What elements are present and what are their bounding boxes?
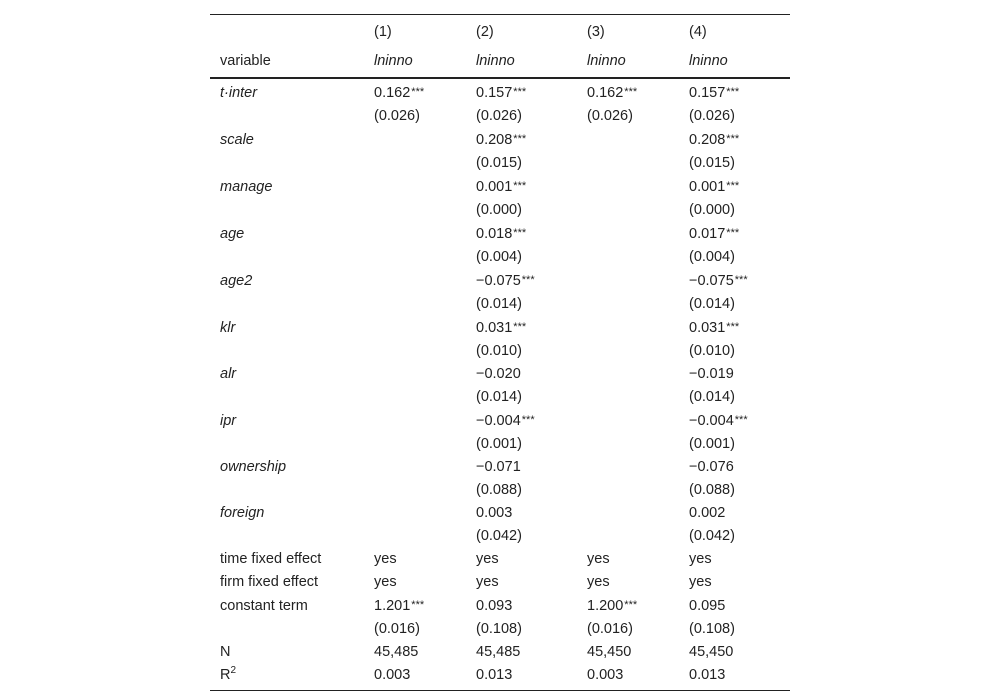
- coefficient-cell: [577, 502, 679, 525]
- table-row: [210, 340, 790, 363]
- standard-error-cell: [364, 525, 466, 548]
- standard-error-cell: (0.000): [476, 202, 522, 218]
- coefficient-cell: [577, 409, 679, 433]
- table-row: [210, 293, 790, 316]
- standard-error-cell: [364, 152, 466, 175]
- empty-label-cell: [210, 479, 364, 502]
- standard-error-cell: (0.004): [689, 249, 735, 265]
- variable-label: ownership: [220, 459, 287, 475]
- coefficient-cell: [466, 594, 577, 618]
- empty-label-cell: [210, 293, 364, 316]
- coefficient-cell: [466, 128, 577, 152]
- variable-label: scale: [220, 131, 254, 148]
- standard-error-cell: (0.001): [476, 436, 522, 452]
- significance-stars: ***: [734, 274, 748, 286]
- standard-error-cell: (0.026): [689, 108, 735, 124]
- coefficient-value: 0.018: [476, 226, 513, 242]
- standard-error-cell: (0.088): [476, 482, 522, 498]
- coefficient-cell: [364, 363, 466, 386]
- dependent-variable-row: [210, 46, 790, 78]
- table-row: [210, 246, 790, 269]
- standard-error-cell: [364, 386, 466, 409]
- coefficient-cell: [577, 363, 679, 386]
- coefficient-value: −0.004: [476, 413, 521, 429]
- dependent-variable: lninno: [679, 46, 790, 78]
- constant-label: constant term: [220, 597, 308, 614]
- table-row: [210, 409, 790, 433]
- observations-label: N: [220, 644, 231, 660]
- coefficient-value: 0.003: [476, 505, 513, 521]
- coefficient-value: −0.071: [476, 459, 521, 475]
- empty-label-cell: [210, 105, 364, 128]
- observations-value: 45,450: [587, 644, 632, 660]
- r-squared-label-base: R: [220, 667, 231, 683]
- r-squared-superscript: 2: [230, 665, 237, 676]
- variable-header: variable: [210, 46, 364, 78]
- r-squared-value: 0.013: [466, 664, 577, 691]
- coefficient-value: 1.200: [587, 598, 624, 614]
- significance-stars: ***: [513, 86, 527, 98]
- empty-label-cell: [210, 618, 364, 641]
- coefficient-cell: [679, 128, 790, 152]
- dependent-variable: lninno: [466, 46, 577, 78]
- significance-stars: ***: [726, 321, 740, 333]
- coefficient-cell: [679, 502, 790, 525]
- table-row: [210, 386, 790, 409]
- header-empty-cell: [210, 15, 364, 47]
- table-row: [210, 152, 790, 175]
- standard-error-cell: [577, 479, 679, 502]
- empty-label-cell: [210, 199, 364, 222]
- fixed-effect-row: [210, 571, 790, 594]
- standard-error-cell: (0.016): [587, 621, 633, 637]
- regression-table-container: [210, 14, 790, 691]
- standard-error-cell: (0.010): [689, 343, 735, 359]
- table-header: [210, 15, 790, 79]
- table-row: [210, 456, 790, 479]
- coefficient-cell: [364, 78, 466, 105]
- table-row: [210, 78, 790, 105]
- table-body: [210, 78, 790, 691]
- coefficient-value: −0.004: [689, 413, 734, 429]
- table-row: [210, 128, 790, 152]
- coefficient-cell: [679, 222, 790, 246]
- significance-stars: ***: [521, 274, 535, 286]
- coefficient-cell: [679, 594, 790, 618]
- coefficient-value: 0.031: [476, 320, 513, 336]
- table-row: [210, 316, 790, 340]
- standard-error-cell: (0.000): [689, 202, 735, 218]
- variable-label: age2: [220, 272, 253, 289]
- fixed-effect-value: yes: [374, 551, 397, 567]
- coefficient-value: −0.075: [689, 273, 734, 289]
- coefficient-cell: [364, 269, 466, 293]
- table-row: [210, 502, 790, 525]
- coefficient-value: 0.157: [689, 85, 726, 101]
- table-row: [210, 175, 790, 199]
- standard-error-cell: (0.108): [689, 621, 735, 637]
- standard-error-cell: [577, 340, 679, 363]
- standard-error-cell: (0.015): [689, 155, 735, 171]
- coefficient-cell: [364, 175, 466, 199]
- table-row: [210, 433, 790, 456]
- coefficient-cell: [466, 222, 577, 246]
- coefficient-cell: [577, 594, 679, 618]
- coefficient-cell: [466, 363, 577, 386]
- variable-label: alr: [220, 366, 237, 382]
- empty-label-cell: [210, 433, 364, 456]
- standard-error-cell: (0.010): [476, 343, 522, 359]
- standard-error-cell: [364, 479, 466, 502]
- standard-error-cell: (0.014): [476, 389, 522, 405]
- coefficient-cell: [577, 78, 679, 105]
- constant-se-row: [210, 618, 790, 641]
- coefficient-value: 0.208: [689, 132, 726, 148]
- coefficient-value: 1.201: [374, 598, 411, 614]
- coefficient-value: 0.001: [689, 179, 726, 195]
- observations-value: 45,450: [689, 644, 734, 660]
- fixed-effect-label: time fixed effect: [220, 551, 322, 567]
- column-number: (2): [466, 15, 577, 47]
- significance-stars: ***: [411, 599, 425, 611]
- fixed-effect-value: yes: [587, 551, 610, 567]
- variable-label: age: [220, 225, 245, 242]
- empty-label-cell: [210, 246, 364, 269]
- table-row: [210, 199, 790, 222]
- r-squared-label: [210, 664, 364, 691]
- table-row: [210, 525, 790, 548]
- significance-stars: ***: [521, 414, 535, 426]
- significance-stars: ***: [726, 227, 740, 239]
- standard-error-cell: (0.014): [689, 389, 735, 405]
- coefficient-cell: [466, 316, 577, 340]
- standard-error-cell: (0.014): [689, 296, 735, 312]
- dependent-variable: lninno: [364, 46, 466, 78]
- standard-error-cell: [364, 246, 466, 269]
- coefficient-cell: [679, 316, 790, 340]
- significance-stars: ***: [734, 414, 748, 426]
- standard-error-cell: (0.088): [689, 482, 735, 498]
- standard-error-cell: [577, 433, 679, 456]
- standard-error-cell: (0.042): [689, 528, 735, 544]
- standard-error-cell: (0.026): [374, 108, 420, 124]
- variable-label: t·inter: [220, 84, 258, 101]
- significance-stars: ***: [411, 86, 425, 98]
- regression-table: [210, 14, 790, 691]
- significance-stars: ***: [513, 227, 527, 239]
- coefficient-value: 0.001: [476, 179, 513, 195]
- fixed-effect-value: yes: [476, 551, 499, 567]
- column-number-row: [210, 15, 790, 47]
- observations-row: [210, 641, 790, 664]
- table-row: [210, 479, 790, 502]
- significance-stars: ***: [513, 133, 527, 145]
- standard-error-cell: [577, 293, 679, 316]
- coefficient-cell: [577, 175, 679, 199]
- fixed-effect-row: [210, 548, 790, 571]
- fixed-effect-value: yes: [476, 574, 499, 590]
- coefficient-cell: [577, 128, 679, 152]
- observations-value: 45,485: [476, 644, 521, 660]
- coefficient-cell: [679, 175, 790, 199]
- coefficient-cell: [466, 78, 577, 105]
- coefficient-value: 0.095: [689, 597, 726, 614]
- coefficient-value: 0.017: [689, 226, 726, 242]
- standard-error-cell: [364, 433, 466, 456]
- empty-label-cell: [210, 340, 364, 363]
- column-number: (3): [577, 15, 679, 47]
- significance-stars: ***: [624, 599, 638, 611]
- coefficient-cell: [679, 409, 790, 433]
- coefficient-cell: [577, 269, 679, 293]
- coefficient-value: 0.208: [476, 132, 513, 148]
- standard-error-cell: (0.014): [476, 296, 522, 312]
- coefficient-cell: [679, 363, 790, 386]
- standard-error-cell: [364, 293, 466, 316]
- standard-error-cell: [577, 246, 679, 269]
- coefficient-cell: [466, 269, 577, 293]
- coefficient-cell: [466, 409, 577, 433]
- table-row: [210, 222, 790, 246]
- coefficient-cell: [466, 456, 577, 479]
- standard-error-cell: [577, 525, 679, 548]
- coefficient-cell: [466, 175, 577, 199]
- r-squared-row: [210, 664, 790, 691]
- standard-error-cell: (0.042): [476, 528, 522, 544]
- standard-error-cell: (0.016): [374, 621, 420, 637]
- coefficient-value: 0.002: [689, 505, 726, 521]
- variable-label: ipr: [220, 412, 237, 429]
- coefficient-value: −0.075: [476, 273, 521, 289]
- standard-error-cell: (0.001): [689, 436, 735, 452]
- standard-error-cell: (0.026): [587, 108, 633, 124]
- standard-error-cell: (0.026): [476, 108, 522, 124]
- coefficient-value: 0.162: [587, 85, 624, 101]
- coefficient-cell: [577, 456, 679, 479]
- significance-stars: ***: [726, 180, 740, 192]
- variable-label: manage: [220, 178, 273, 195]
- coefficient-value: 0.157: [476, 85, 513, 101]
- coefficient-cell: [364, 409, 466, 433]
- significance-stars: ***: [513, 180, 527, 192]
- fixed-effect-label: firm fixed effect: [220, 574, 319, 590]
- significance-stars: ***: [726, 86, 740, 98]
- standard-error-cell: [364, 340, 466, 363]
- standard-error-cell: (0.015): [476, 155, 522, 171]
- coefficient-cell: [679, 269, 790, 293]
- coefficient-cell: [679, 78, 790, 105]
- column-number: (1): [364, 15, 466, 47]
- significance-stars: ***: [513, 321, 527, 333]
- coefficient-cell: [364, 456, 466, 479]
- column-number: (4): [679, 15, 790, 47]
- standard-error-cell: (0.108): [476, 621, 522, 637]
- variable-label: foreign: [220, 505, 265, 521]
- empty-label-cell: [210, 152, 364, 175]
- standard-error-cell: [577, 199, 679, 222]
- table-row: [210, 269, 790, 293]
- coefficient-value: −0.019: [689, 366, 734, 382]
- standard-error-cell: [364, 199, 466, 222]
- coefficient-cell: [466, 502, 577, 525]
- coefficient-value: 0.162: [374, 85, 411, 101]
- coefficient-cell: [364, 128, 466, 152]
- standard-error-cell: [577, 152, 679, 175]
- r-squared-value: 0.003: [364, 664, 466, 691]
- coefficient-cell: [679, 456, 790, 479]
- coefficient-value: 0.031: [689, 320, 726, 336]
- fixed-effect-value: yes: [374, 574, 397, 590]
- coefficient-value: −0.020: [476, 366, 521, 382]
- dependent-variable: lninno: [577, 46, 679, 78]
- coefficient-cell: [577, 316, 679, 340]
- r-squared-value: 0.003: [577, 664, 679, 691]
- coefficient-value: −0.076: [689, 459, 734, 475]
- fixed-effect-value: yes: [689, 551, 712, 567]
- coefficient-cell: [577, 222, 679, 246]
- standard-error-cell: [577, 386, 679, 409]
- empty-label-cell: [210, 525, 364, 548]
- table-row: [210, 105, 790, 128]
- coefficient-cell: [364, 316, 466, 340]
- coefficient-value: 0.093: [476, 597, 513, 614]
- observations-value: 45,485: [374, 644, 419, 660]
- significance-stars: ***: [624, 86, 638, 98]
- fixed-effect-value: yes: [689, 574, 712, 590]
- table-row: [210, 363, 790, 386]
- standard-error-cell: (0.004): [476, 249, 522, 265]
- fixed-effect-value: yes: [587, 574, 610, 590]
- empty-label-cell: [210, 386, 364, 409]
- coefficient-cell: [364, 502, 466, 525]
- constant-row: [210, 594, 790, 618]
- coefficient-cell: [364, 594, 466, 618]
- variable-label: klr: [220, 319, 236, 336]
- coefficient-cell: [364, 222, 466, 246]
- r-squared-value: 0.013: [679, 664, 790, 691]
- significance-stars: ***: [726, 133, 740, 145]
